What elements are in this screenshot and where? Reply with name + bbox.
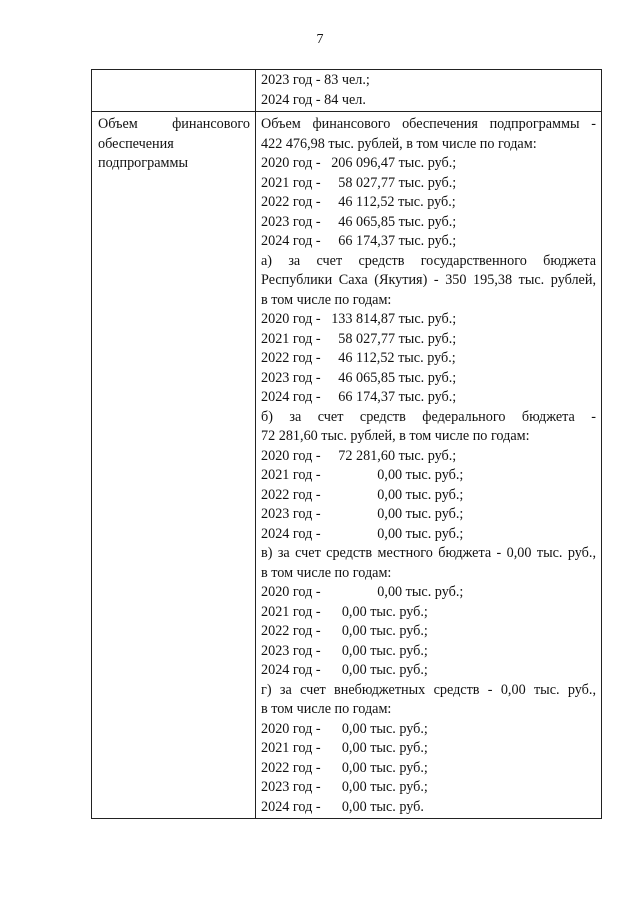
text-line: 2020 год - 206 096,47 тыс. руб.;: [261, 155, 457, 171]
text-line: 2020 год - 0,00 тыс. руб.;: [261, 584, 464, 600]
text-line: 2023 год - 0,00 тыс. руб.;: [261, 506, 464, 522]
text-line: в) за счет средств местного бюджета - 0,00 тыс. руб.,: [261, 545, 596, 561]
text-line: 2024 год - 66 174,37 тыс. руб.;: [261, 233, 457, 249]
row-label-cell: [92, 112, 256, 819]
text-line: 2024 год - 0,00 тыс. руб.: [261, 798, 424, 815]
program-passport-table: [91, 69, 602, 819]
text-line: б) за счет средств федерального бюджета -: [261, 408, 596, 425]
text-line: 2020 год - 0,00 тыс. руб.;: [261, 720, 428, 737]
text-line: в том числе по годам:: [261, 564, 392, 581]
text-line: 2020 год - 133 814,87 тыс. руб.;: [261, 311, 457, 327]
financing-details: [256, 112, 601, 818]
text-line: Республики Саха (Якутия) - 350 195,38 тыс. рублей,: [261, 272, 596, 288]
row-value-cell: [256, 112, 602, 819]
text-line: в том числе по годам:: [261, 701, 392, 717]
text-line: 2024 год - 66 174,37 тыс. руб.;: [261, 389, 457, 405]
text-line: 2020 год - 72 281,60 тыс. руб.;: [261, 447, 457, 464]
table-row-staff-continuation: [92, 70, 602, 112]
text-line: 2021 год - 0,00 тыс. руб.;: [261, 603, 428, 620]
text-line: а) за счет средств государственного бюджета: [261, 252, 596, 269]
text-line: 2021 год - 58 027,77 тыс. руб.;: [261, 330, 457, 347]
text-line: 2023 год - 0,00 тыс. руб.;: [261, 642, 428, 659]
text-line: 2023 год - 46 065,85 тыс. руб.;: [261, 213, 457, 230]
row-label-line: обеспечения: [98, 135, 174, 152]
page-number: 7: [316, 32, 324, 47]
text-line: в том числе по годам:: [261, 291, 392, 308]
text-line: 2024 год - 0,00 тыс. руб.;: [261, 525, 464, 542]
row-label-cell-empty: [92, 70, 256, 112]
text-line: 2021 год - 58 027,77 тыс. руб.;: [261, 174, 457, 191]
text-line: 2023 год - 83 чел.;: [261, 72, 370, 88]
text-line: 2022 год - 46 112,52 тыс. руб.;: [261, 194, 456, 210]
text-line: 2022 год - 0,00 тыс. руб.;: [261, 486, 464, 503]
text-line: 2024 год - 0,00 тыс. руб.;: [261, 662, 428, 678]
row-value-cell: [256, 70, 602, 112]
table-row-financing: [92, 112, 602, 819]
row-label-line: подпрограммы: [98, 155, 188, 171]
text-line: 2022 год - 0,00 тыс. руб.;: [261, 759, 428, 776]
text-line: 2023 год - 46 065,85 тыс. руб.;: [261, 369, 457, 386]
text-line: 2021 год - 0,00 тыс. руб.;: [261, 740, 428, 756]
text-line: 2022 год - 0,00 тыс. руб.;: [261, 623, 428, 639]
text-line: 2024 год - 84 чел.: [261, 91, 366, 108]
text-line: 2022 год - 46 112,52 тыс. руб.;: [261, 350, 456, 366]
text-line: г) за счет внебюджетных средств - 0,00 тыс. руб.,: [261, 681, 596, 698]
text-line: 422 476,98 тыс. рублей, в том числе по годам:: [261, 135, 537, 152]
row-label-line: Объем финансового: [98, 116, 250, 132]
text-line: 2021 год - 0,00 тыс. руб.;: [261, 467, 464, 483]
text-line: 72 281,60 тыс. рублей, в том числе по годам:: [261, 428, 530, 444]
text-line: Объем финансового обеспечения подпрограммы -: [261, 116, 596, 132]
text-line: 2023 год - 0,00 тыс. руб.;: [261, 779, 428, 795]
